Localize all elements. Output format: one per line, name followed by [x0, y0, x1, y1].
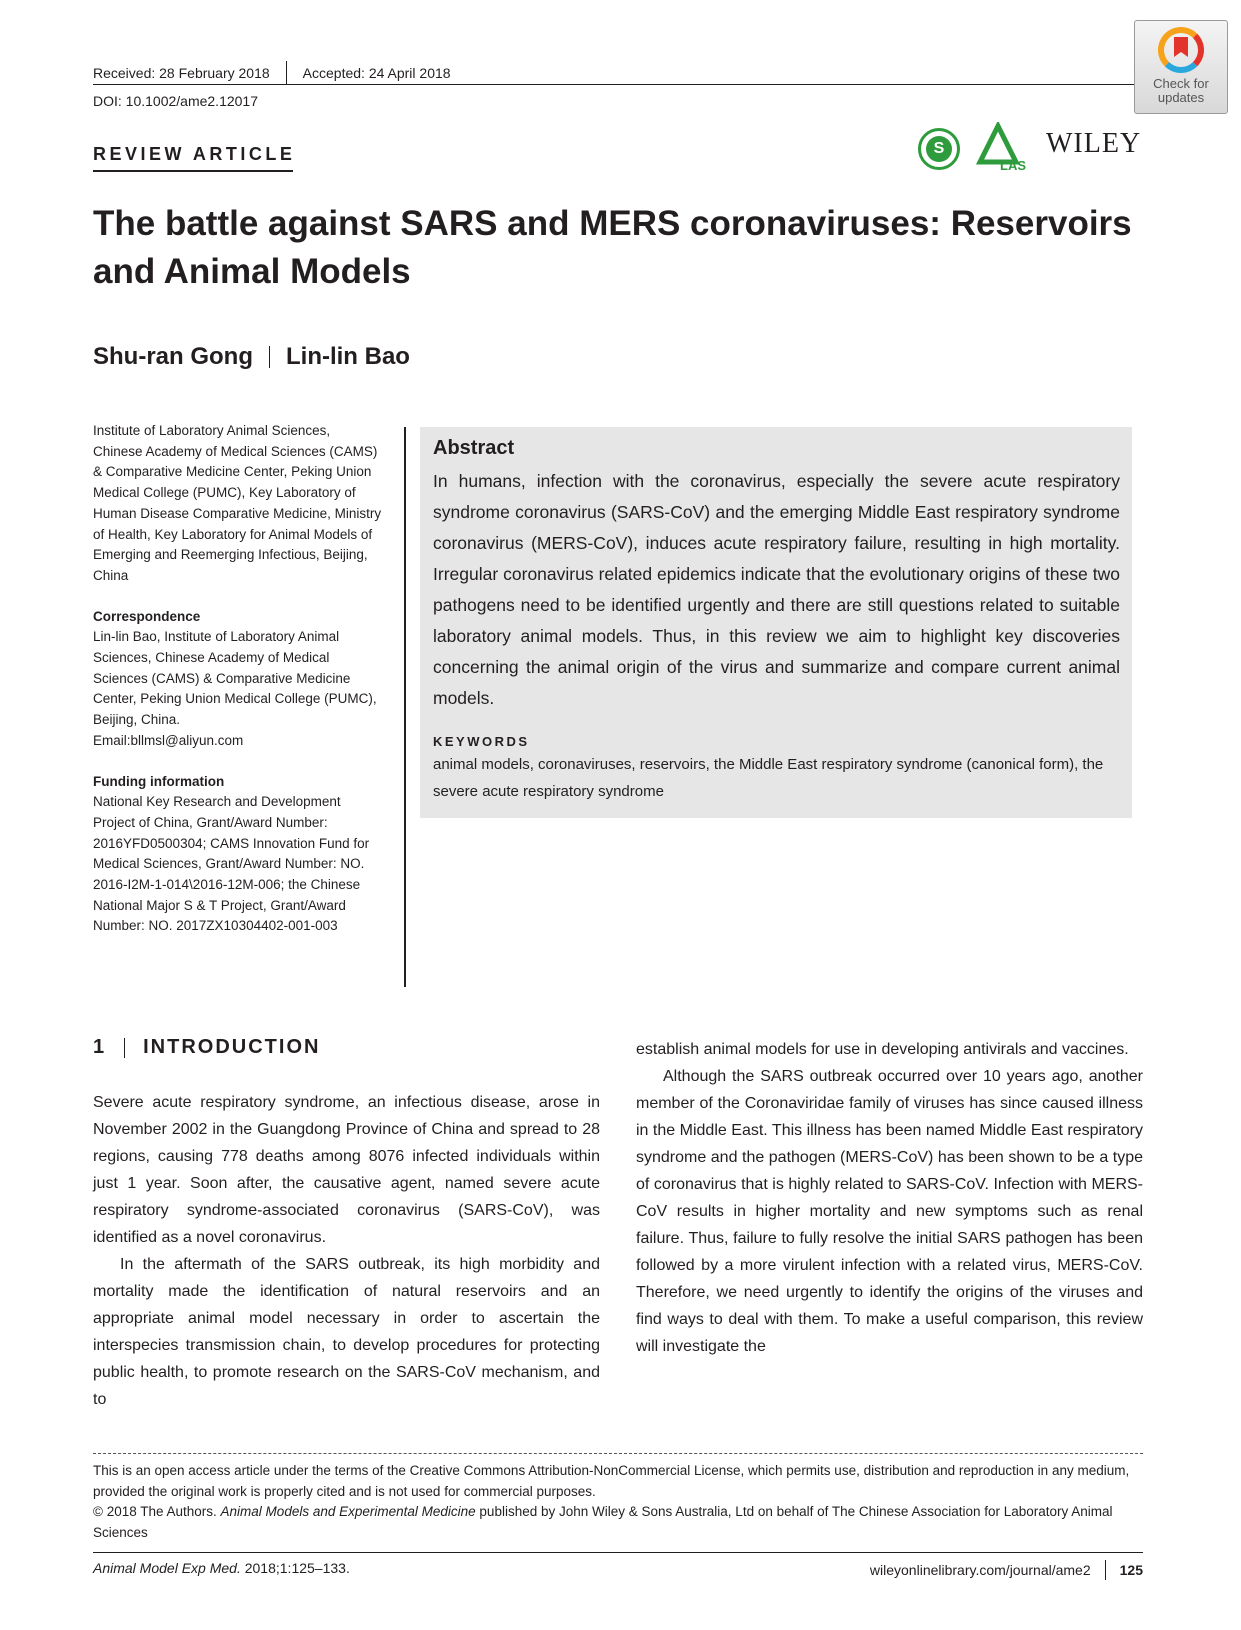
publisher-logo: WILEY: [1046, 128, 1142, 159]
section-heading-introduction: [93, 1036, 320, 1059]
article-title: The battle against SARS and MERS coronaviruses: Reservoirs and Animal Models: [93, 204, 1132, 291]
body-column-right: [636, 1036, 1143, 1360]
author-1[interactable]: Shu-ran Gong: [93, 343, 253, 370]
received-date: Received: 28 February 2018: [93, 65, 270, 81]
funding-text: National Key Research and Development Project of China, Grant/Award Number: 2016YFD0500304; CAMS Innovation Fund for Medical Sciences, Grant/Award Number: NO. 2016-I2M-1-014\2016-12M-006; the Chinese National Major S & T Project, Grant/Award Number: NO. 2017ZX10304402-001-003: [93, 794, 370, 934]
footer-divider: [1105, 1560, 1106, 1580]
column-divider: [404, 427, 406, 987]
author-divider: [269, 346, 270, 368]
article-type: REVIEW ARTICLE: [93, 144, 296, 164]
license-text: This is an open access article under the terms of the Creative Commons Attribution-NonCommercial License, which permits use, distribution and reproduction in any medium, provided the original work is properly cited and is not used for commercial purposes.: [93, 1463, 1130, 1499]
section-title: INTRODUCTION: [143, 1036, 321, 1058]
body-column-left: [93, 1089, 600, 1413]
citation: Animal Model Exp Med. 2018;1:125–133.: [93, 1560, 350, 1576]
keywords-heading: KEYWORDS: [433, 734, 530, 749]
svg-text:LAS: LAS: [1000, 158, 1026, 172]
doi[interactable]: DOI: 10.1002/ame2.12017: [93, 93, 259, 109]
correspondence-email[interactable]: Email:bllmsl@aliyun.com: [93, 732, 244, 748]
abstract-box: [420, 427, 1132, 818]
journal-url[interactable]: wileyonlinelibrary.com/journal/ame2: [869, 1562, 1091, 1578]
author-list: [93, 343, 410, 371]
section-number: 1: [93, 1036, 107, 1058]
crossmark-icon: [1158, 27, 1204, 73]
section-divider: [124, 1038, 125, 1058]
author-2[interactable]: Lin-lin Bao: [285, 343, 410, 370]
date-divider: [286, 61, 287, 85]
header-rule: [93, 84, 1134, 85]
page-number: 125: [1119, 1562, 1143, 1578]
article-dates: [93, 61, 451, 85]
abstract-heading: Abstract: [433, 437, 515, 459]
paragraph: establish animal models for use in developing antivirals and vaccines.: [636, 1041, 1129, 1058]
article-info-column: [93, 421, 383, 937]
correspondence-heading: Correspondence: [93, 608, 201, 624]
abstract-text: In humans, infection with the coronavirus, especially the severe acute respiratory syndrome coronavirus (SARS-CoV) and the emerging Middle East respiratory syndrome coronavirus (MERS-CoV), induces acute respiratory failure, resulting in high mortality. Irregular coronavirus related epidemics indicate that the evolutionary origins of these two pathogens need to be identified urgently and there are still questions related to suitable laboratory animal models. Thus, in this review we aim to highlight key discoveries concerning the animal origin of the virus and summarize and compare current animal models.: [433, 471, 1120, 708]
article-type-underline: [93, 170, 293, 172]
accepted-date: Accepted: 24 April 2018: [302, 65, 451, 81]
copyright-text: © 2018 The Authors. Animal Models and Experimental Medicine published by John Wiley & Sons Australia, Ltd on behalf of The Chinese Association for Laboratory Animal Sciences: [93, 1504, 1113, 1541]
license-note: [93, 1461, 1143, 1544]
society-seal-logo: S: [918, 128, 960, 170]
check-for-updates-label: Check for updates: [1153, 76, 1209, 105]
affiliation: Institute of Laboratory Animal Sciences, Chinese Academy of Medical Sciences (CAMS) & Comparative Medicine Center, Peking Union Medical College (PUMC), Key Laboratory of Human Disease Comparative Medicine, Ministry of Health, Key Laboratory for Animal Models of Emerging and Reemerging Infectious, Beijing, China: [93, 423, 382, 583]
paragraph: Although the SARS outbreak occurred over 10 years ago, another member of the Coronaviridae family of viruses has since caused illness in the Middle East. This illness has been named Middle East respiratory syndrome and the pathogen (MERS-CoV) has been shown to be a type of coronavirus that is highly related to SARS-CoV. Infection with MERS-CoV results in higher mortality and new symptoms such as renal failure. Thus, failure to fully resolve the initial SARS pathogen has been followed by a more virulent infection with a related virus, MERS-CoV. Therefore, we need urgently to identify the origins of the viruses and find ways to deal with them. To make a useful comparison, this review will investigate the: [636, 1068, 1143, 1355]
footer-rule: [93, 1552, 1143, 1553]
check-for-updates-button[interactable]: [1134, 20, 1228, 114]
funding-heading: Funding information: [93, 773, 225, 789]
correspondence-text: Lin-lin Bao, Institute of Laboratory Animal Sciences, Chinese Academy of Medical Sciences (CAMS) & Comparative Medicine Center, Peking Union Medical College (PUMC), Beijing, China.: [93, 629, 377, 728]
footnote-separator: [93, 1453, 1143, 1454]
ilas-logo: [976, 122, 1032, 172]
paragraph: Severe acute respiratory syndrome, an infectious disease, arose in November 2002 in the Guangdong Province of China and spread to 28 regions, causing 778 deaths among 8076 infected individuals within just 1 year. Soon after, the causative agent, named severe acute respiratory syndrome-associated coronavirus (SARS-CoV), was identified as a novel coronavirus.: [93, 1094, 600, 1246]
keywords-text: animal models, coronaviruses, reservoirs, the Middle East respiratory syndrome (canonical form), the severe acute respiratory syndrome: [433, 756, 1104, 800]
paragraph: In the aftermath of the SARS outbreak, its high morbidity and mortality made the identification of natural reservoirs and an appropriate animal model necessary in order to ascertain the interspecies transmission chain, to develop procedures for protecting public health, to promote research on the SARS-CoV mechanism, and to: [93, 1256, 600, 1408]
footer-right: [870, 1560, 1143, 1580]
